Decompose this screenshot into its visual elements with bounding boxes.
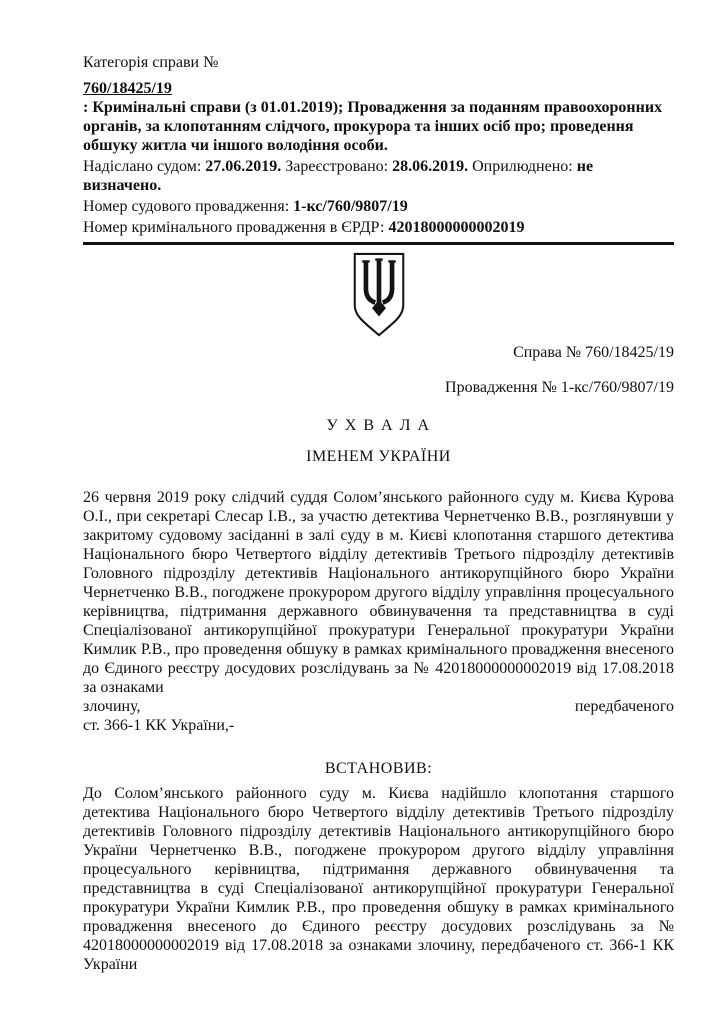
split-line-left: злочину, — [83, 698, 141, 715]
published-value: не визначено. — [83, 158, 594, 194]
document-title: У Х В А Л А — [326, 417, 431, 434]
case-category-description: : Кримінальні справи (з 01.01.2019); Провадження за поданням правоохоронних органів, за клопотанням слідчого, прокурора та інших осіб про; проведення обшуку житла чи іншого володіння особи. — [83, 99, 663, 154]
coat-of-arms-icon — [351, 251, 407, 339]
intro-paragraph: 26 червня 2019 року слідчий суддя Солом’янського районного суду м. Києва Курова О.І., при секретарі Слесар І.В., за участю детектива Чернетченко В.В., розглянувши у закритому судовому засіданні в залі суду в м. Києві клопотання старшого детектива Національного бюро Четвертого відділу детективів Третього підрозділу детективів Головного підрозділу детективів Національного антикорупційного бюро України Чернетченко В.В., погоджене прокурором другого відділу управління процесуального керівництва, підтримання державного обвинувачення та представництва в суді Спеціалізованої антикорупційної прокуратури Генеральної прокуратури України Кимлик Р.В., про проведення обшуку в рамках кримінального провадження внесеного до Єдиного реєстру досудових розслідувань за № 42018000000002019 від 17.08.2018 за ознаками — [83, 489, 674, 696]
erdr-value: 42018000000002019 — [388, 219, 525, 236]
erdr-label: Номер кримінального провадження в ЄРДР: — [83, 219, 385, 236]
case-number-link[interactable]: 760/18425/19 — [83, 80, 172, 97]
registered-value: 28.06.2019. — [392, 158, 469, 175]
case-number-row — [83, 79, 674, 98]
case-category-label: Категорія справи № — [83, 54, 219, 71]
established-paragraph: До Солом’янського районного суду м. Києва надійшло клопотання старшого детектива Національного бюро Четвертого відділу детективів Третього підрозділу детективів Головного підрозділу детективів Національного антикорупційного бюро України Чернетченко В.В., погоджене прокурором другого відділу управління процесуального керівництва, підтримання державного обвинувачення та представництва в суді Спеціалізованої антикорупційної прокуратури Генеральної прокуратури України Кимлик Р.В., про проведення обшуку в рамках кримінального провадження внесеного до Єдиного реєстру досудових розслідувань за № 42018000000002019 від 17.08.2018 за ознаками злочину, передбаченого ст. 366-1 КК України — [83, 785, 674, 973]
emblem-container — [83, 251, 674, 339]
registered-label: Зареєстровано: — [285, 158, 389, 175]
court-proceeding-label: Номер судового провадження: — [83, 198, 290, 215]
dates-line — [83, 157, 674, 195]
document-subtitle: ІМЕНЕМ УКРАЇНИ — [306, 448, 451, 465]
sent-by-court-label: Надіслано судом: — [83, 158, 202, 175]
separator-line — [83, 242, 674, 245]
court-proceeding-value: 1-кс/760/9807/19 — [293, 198, 408, 215]
case-number-line: Справа № 760/18425/19 — [513, 344, 674, 361]
sent-by-court-value: 27.06.2019. — [205, 158, 282, 175]
court-proceeding-line — [83, 197, 674, 216]
article-reference-line: ст. 366-1 КК України,- — [83, 717, 235, 734]
justified-split-line — [83, 697, 674, 716]
erdr-line — [83, 218, 674, 237]
split-line-right: передбаченого — [574, 698, 674, 715]
published-label: Оприлюднено: — [472, 158, 573, 175]
proceeding-number-line: Провадження № 1-кс/760/9807/19 — [445, 379, 674, 396]
established-heading: ВСТАНОВИВ: — [324, 760, 433, 777]
